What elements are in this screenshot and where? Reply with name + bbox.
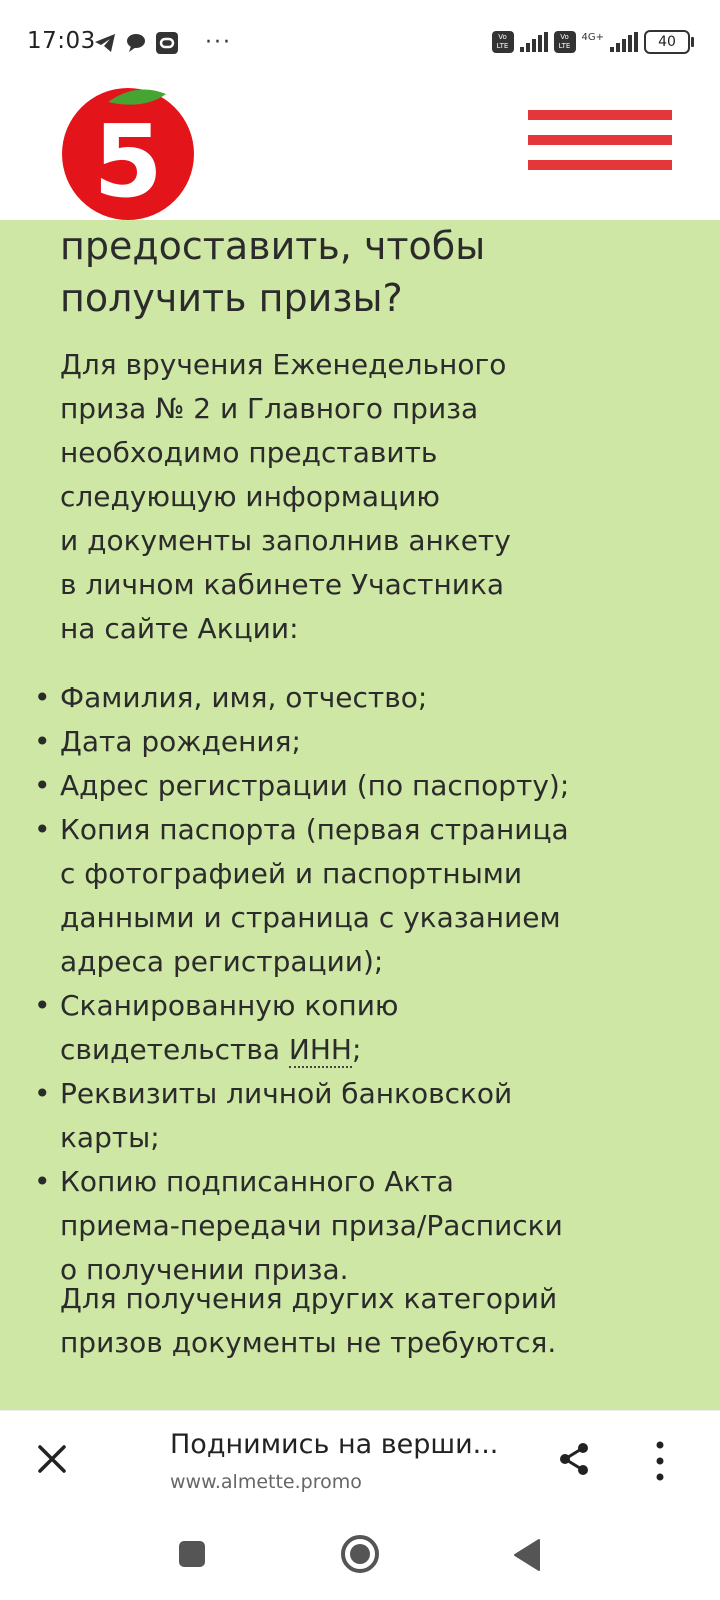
- more-vertical-icon[interactable]: [650, 1439, 670, 1483]
- list-item: • Адрес регистрации (по паспорту);: [60, 764, 700, 808]
- note-paragraph: Для получения других категорий призов документы не требуются.: [60, 1282, 558, 1359]
- list-item-text: Сканированную копию свидетельства: [60, 989, 399, 1066]
- logo-text: 5: [93, 103, 163, 220]
- telegram-icon: [93, 32, 117, 54]
- menu-line-icon: [528, 110, 672, 120]
- required-documents-list: [60, 676, 700, 1292]
- intro-paragraph: Для вручения Еженедельного приза № 2 и Главного приза необходимо представить следующую информацию и документы заполнив анкету в личном кабинете Участника на сайте Акции:: [60, 348, 511, 645]
- hamburger-menu-button[interactable]: [528, 110, 672, 172]
- network-type: 4G+: [581, 31, 604, 43]
- status-time: 17:03: [27, 28, 96, 54]
- pyaterochka-logo[interactable]: [58, 80, 198, 220]
- section-heading: предоставить, чтобы получить призы?: [60, 224, 486, 320]
- home-icon[interactable]: [340, 1534, 380, 1574]
- back-icon[interactable]: [512, 1538, 542, 1572]
- signal-icon-2: [610, 32, 638, 52]
- list-item: [60, 984, 700, 1072]
- list-item: • Копия паспорта (первая страница с фотографией и паспортными данными и страница с указанием адреса регистрации);: [60, 808, 700, 984]
- faq-section: [0, 220, 720, 1410]
- signal-icon: [520, 32, 548, 52]
- close-icon[interactable]: [30, 1437, 74, 1481]
- menu-line-icon: [528, 135, 672, 145]
- site-header: [0, 80, 720, 220]
- inn-abbreviation[interactable]: ИНН: [288, 1033, 352, 1066]
- more-notifications-icon: ···: [205, 30, 232, 55]
- page-title[interactable]: Поднимись на верши...: [170, 1429, 499, 1460]
- volte-icon-2: Vo LTE: [554, 31, 576, 53]
- share-icon[interactable]: [555, 1439, 595, 1479]
- app-notification-icon: [155, 31, 179, 55]
- recent-apps-icon[interactable]: [178, 1540, 206, 1568]
- chat-bubble-icon: [125, 32, 147, 54]
- list-item-suffix: ;: [351, 1033, 362, 1066]
- list-item: • Копию подписанного Акта приема-передачи приза/Расписки о получении приза.: [60, 1160, 700, 1292]
- volte-icon: Vo LTE: [492, 31, 514, 53]
- notification-icons: [93, 30, 232, 56]
- system-icons: [492, 30, 691, 54]
- status-bar: [0, 0, 720, 80]
- battery-icon: 40: [644, 30, 690, 54]
- list-item: • Реквизиты личной банковской карты;: [60, 1072, 700, 1160]
- list-item: • Фамилия, имя, отчество;: [60, 676, 700, 720]
- page-url[interactable]: www.almette.promo: [170, 1471, 362, 1493]
- menu-line-icon: [528, 160, 672, 170]
- browser-bottom-bar: [0, 1410, 720, 1511]
- system-navigation-bar: [0, 1510, 720, 1600]
- list-item: • Дата рождения;: [60, 720, 700, 764]
